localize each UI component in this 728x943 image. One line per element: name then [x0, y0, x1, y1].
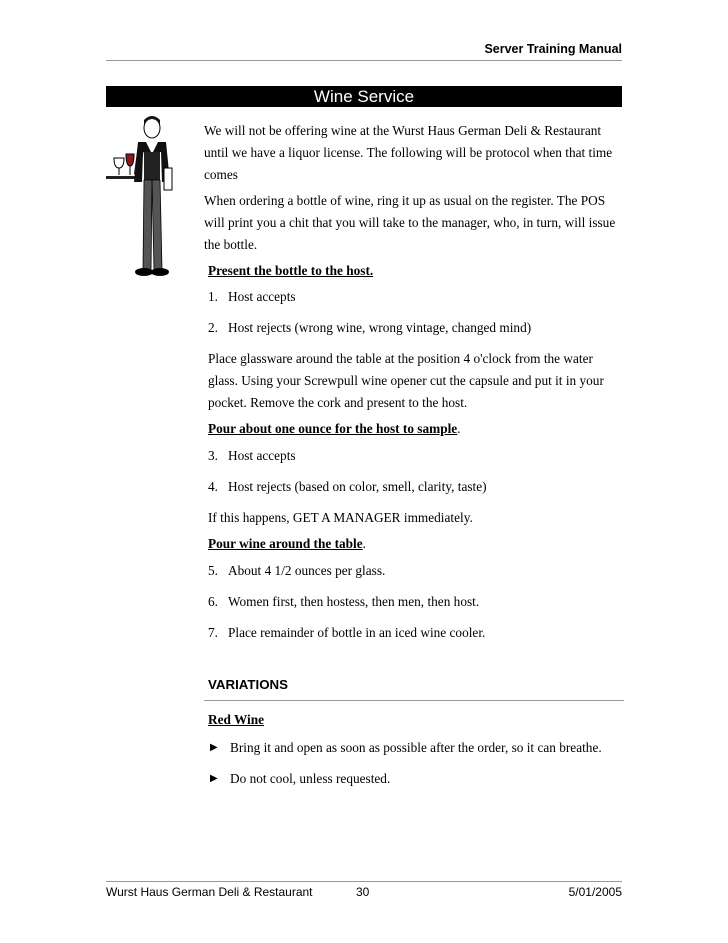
- section-title: Wine Service: [106, 86, 622, 107]
- triangle-bullet-icon: ▶: [210, 773, 218, 784]
- list-number: 5.: [208, 563, 218, 578]
- bullet-text: Do not cool, unless requested.: [230, 771, 391, 786]
- intro-paragraph: We will not be offering wine at the Wurst Haus German Deli & Restaurant until we have a liquor license. The following will be protocol when that time comes: [204, 123, 613, 182]
- bullet-item: [208, 737, 624, 759]
- present-heading: Present the bottle to the host.: [208, 263, 374, 278]
- footer-date: 5/01/2005: [568, 885, 622, 899]
- footer-rule: [106, 881, 622, 882]
- list-text: Women first, then hostess, then men, then host.: [228, 594, 480, 609]
- variations-heading: VARIATIONS: [204, 674, 624, 701]
- pour-table-heading: Pour wine around the table: [208, 536, 363, 551]
- list-item: [208, 317, 624, 339]
- list-number: 1.: [208, 289, 218, 304]
- heading-period: .: [362, 536, 366, 551]
- content-column: [204, 120, 624, 790]
- list-number: 7.: [208, 625, 218, 640]
- bullet-text: Bring it and open as soon as possible after the order, so it can breathe.: [230, 740, 602, 755]
- header-rule: [106, 60, 622, 61]
- pour-table-section: [204, 533, 624, 644]
- intro: [204, 120, 624, 256]
- list-number: 3.: [208, 448, 218, 463]
- header-title: Server Training Manual: [484, 42, 622, 56]
- list-text: Place remainder of bottle in an iced wine cooler.: [228, 625, 486, 640]
- list-number: 6.: [208, 594, 218, 609]
- present-section: [204, 260, 624, 414]
- list-text: Host rejects (wrong wine, wrong vintage, changed mind): [228, 320, 532, 335]
- pour-sample-heading: Pour about one ounce for the host to sample: [208, 421, 458, 436]
- list-item: [208, 286, 624, 308]
- glassware-paragraph: Place glassware around the table at the position 4 o'clock from the water glass. Using your Screwpull wine opener cut the capsule and put it in your pocket. Remove the cork and present to the host.: [208, 351, 604, 410]
- list-item: [208, 476, 624, 498]
- intro-paragraph: When ordering a bottle of wine, ring it up as usual on the register. The POS will print you a chit that you will take to the manager, who, in turn, will issue the bottle.: [204, 193, 616, 252]
- list-text: Host accepts: [228, 448, 296, 463]
- list-text: Host accepts: [228, 289, 296, 304]
- red-wine-section: [204, 709, 624, 790]
- pour-sample-section: [204, 418, 624, 529]
- list-number: 2.: [208, 320, 218, 335]
- list-item: [208, 560, 624, 582]
- list-number: 4.: [208, 479, 218, 494]
- page-number: 30: [356, 885, 370, 899]
- list-item: [208, 591, 624, 613]
- list-item: [208, 445, 624, 467]
- triangle-bullet-icon: ▶: [210, 742, 218, 753]
- heading-period: .: [457, 421, 461, 436]
- footer-restaurant: Wurst Haus German Deli & Restaurant: [106, 885, 313, 899]
- bullet-item: [208, 768, 624, 790]
- list-text: About 4 1/2 ounces per glass.: [228, 563, 386, 578]
- list-item: [208, 622, 624, 644]
- list-text: Host rejects (based on color, smell, clarity, taste): [228, 479, 487, 494]
- red-wine-heading: Red Wine: [208, 712, 265, 727]
- manager-paragraph: If this happens, GET A MANAGER immediately.: [208, 510, 473, 525]
- waiter-illustration: [104, 114, 190, 284]
